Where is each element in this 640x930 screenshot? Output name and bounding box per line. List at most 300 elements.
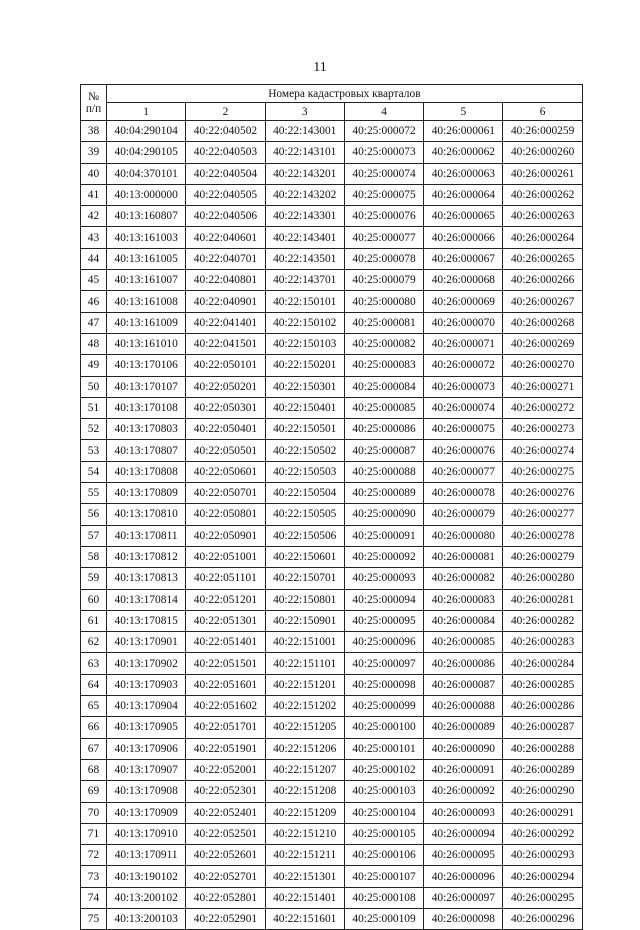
cadastral-number-cell: 40:25:000077 xyxy=(344,227,423,248)
cadastral-number-cell: 40:26:000267 xyxy=(503,291,582,312)
cadastral-number-cell: 40:26:000281 xyxy=(503,589,582,610)
row-number-cell: 65 xyxy=(81,696,107,717)
cadastral-number-cell: 40:26:000295 xyxy=(503,887,582,908)
cadastral-number-cell: 40:26:000097 xyxy=(424,887,503,908)
cadastral-number-cell: 40:22:052401 xyxy=(186,802,265,823)
cadastral-number-cell: 40:22:051401 xyxy=(186,632,265,653)
row-number-cell: 58 xyxy=(81,546,107,567)
cadastral-number-cell: 40:25:000086 xyxy=(344,419,423,440)
header-row-number xyxy=(81,85,107,121)
table-row xyxy=(81,461,583,482)
cadastral-number-cell: 40:22:050801 xyxy=(186,504,265,525)
table-row xyxy=(81,696,583,717)
cadastral-number-cell: 40:26:000265 xyxy=(503,248,582,269)
cadastral-number-cell: 40:25:000085 xyxy=(344,397,423,418)
column-number: 5 xyxy=(424,103,503,121)
row-number-cell: 51 xyxy=(81,397,107,418)
cadastral-number-cell: 40:22:150601 xyxy=(265,546,344,567)
cadastral-number-cell: 40:22:050101 xyxy=(186,355,265,376)
cadastral-number-cell: 40:13:170106 xyxy=(107,355,186,376)
cadastral-number-cell: 40:22:050401 xyxy=(186,419,265,440)
cadastral-number-cell: 40:22:143201 xyxy=(265,163,344,184)
cadastral-number-cell: 40:22:151205 xyxy=(265,717,344,738)
cadastral-number-cell: 40:26:000266 xyxy=(503,270,582,291)
cadastral-number-cell: 40:25:000104 xyxy=(344,802,423,823)
cadastral-number-cell: 40:13:161009 xyxy=(107,312,186,333)
cadastral-number-cell: 40:26:000278 xyxy=(503,525,582,546)
cadastral-number-cell: 40:22:050501 xyxy=(186,440,265,461)
cadastral-number-cell: 40:26:000261 xyxy=(503,163,582,184)
table-header xyxy=(81,85,583,121)
cadastral-number-cell: 40:22:151201 xyxy=(265,674,344,695)
cadastral-number-cell: 40:25:000082 xyxy=(344,333,423,354)
table-row xyxy=(81,504,583,525)
cadastral-number-cell: 40:22:041401 xyxy=(186,312,265,333)
table-row xyxy=(81,738,583,759)
cadastral-number-cell: 40:22:143701 xyxy=(265,270,344,291)
header-row-column-numbers xyxy=(81,103,583,121)
cadastral-number-cell: 40:13:170809 xyxy=(107,483,186,504)
cadastral-number-cell: 40:25:000089 xyxy=(344,483,423,504)
cadastral-number-cell: 40:26:000293 xyxy=(503,845,582,866)
header-row-group xyxy=(81,85,583,103)
cadastral-number-cell: 40:26:000070 xyxy=(424,312,503,333)
cadastral-number-cell: 40:22:041501 xyxy=(186,333,265,354)
cadastral-number-cell: 40:22:143401 xyxy=(265,227,344,248)
cadastral-number-cell: 40:25:000106 xyxy=(344,845,423,866)
cadastral-number-cell: 40:22:150504 xyxy=(265,483,344,504)
cadastral-number-cell: 40:25:000080 xyxy=(344,291,423,312)
row-number-cell: 66 xyxy=(81,717,107,738)
cadastral-number-cell: 40:26:000294 xyxy=(503,866,582,887)
table-row xyxy=(81,483,583,504)
cadastral-number-cell: 40:26:000079 xyxy=(424,504,503,525)
cadastral-number-cell: 40:22:040505 xyxy=(186,184,265,205)
table-row xyxy=(81,184,583,205)
cadastral-number-cell: 40:25:000108 xyxy=(344,887,423,908)
cadastral-number-cell: 40:13:170813 xyxy=(107,568,186,589)
cadastral-number-cell: 40:26:000289 xyxy=(503,759,582,780)
table-row xyxy=(81,632,583,653)
table-row xyxy=(81,653,583,674)
cadastral-number-cell: 40:26:000086 xyxy=(424,653,503,674)
cadastral-number-cell: 40:22:151401 xyxy=(265,887,344,908)
table-row xyxy=(81,759,583,780)
table-row xyxy=(81,674,583,695)
cadastral-number-cell: 40:22:143001 xyxy=(265,121,344,142)
cadastral-number-cell: 40:04:290104 xyxy=(107,121,186,142)
cadastral-number-cell: 40:22:050601 xyxy=(186,461,265,482)
cadastral-number-cell: 40:13:170907 xyxy=(107,759,186,780)
table-row xyxy=(81,376,583,397)
cadastral-number-cell: 40:25:000105 xyxy=(344,823,423,844)
cadastral-number-cell: 40:22:151209 xyxy=(265,802,344,823)
cadastral-number-cell: 40:26:000287 xyxy=(503,717,582,738)
cadastral-number-cell: 40:26:000096 xyxy=(424,866,503,887)
table-row xyxy=(81,163,583,184)
row-number-cell: 63 xyxy=(81,653,107,674)
cadastral-number-cell: 40:26:000064 xyxy=(424,184,503,205)
cadastral-number-cell: 40:22:051201 xyxy=(186,589,265,610)
row-number-cell: 45 xyxy=(81,270,107,291)
cadastral-number-cell: 40:22:052301 xyxy=(186,781,265,802)
cadastral-number-cell: 40:22:150503 xyxy=(265,461,344,482)
cadastral-number-cell: 40:26:000264 xyxy=(503,227,582,248)
cadastral-number-cell: 40:25:000102 xyxy=(344,759,423,780)
column-number: 1 xyxy=(107,103,186,121)
cadastral-number-cell: 40:26:000259 xyxy=(503,121,582,142)
header-no-line1: № xyxy=(88,90,99,103)
cadastral-number-cell: 40:26:000286 xyxy=(503,696,582,717)
cadastral-number-cell: 40:26:000270 xyxy=(503,355,582,376)
row-number-cell: 39 xyxy=(81,142,107,163)
cadastral-number-cell: 40:13:170803 xyxy=(107,419,186,440)
cadastral-number-cell: 40:22:150505 xyxy=(265,504,344,525)
cadastral-number-cell: 40:22:150801 xyxy=(265,589,344,610)
table-row xyxy=(81,866,583,887)
header-group-title: Номера кадастровых кварталов xyxy=(107,85,583,103)
row-number-cell: 56 xyxy=(81,504,107,525)
cadastral-number-cell: 40:22:040601 xyxy=(186,227,265,248)
row-number-cell: 57 xyxy=(81,525,107,546)
cadastral-number-cell: 40:26:000061 xyxy=(424,121,503,142)
cadastral-number-cell: 40:22:050201 xyxy=(186,376,265,397)
cadastral-number-cell: 40:13:170905 xyxy=(107,717,186,738)
cadastral-number-cell: 40:22:143101 xyxy=(265,142,344,163)
row-number-cell: 72 xyxy=(81,845,107,866)
page-number: 11 xyxy=(313,60,327,75)
cadastral-number-cell: 40:26:000091 xyxy=(424,759,503,780)
cadastral-number-cell: 40:25:000081 xyxy=(344,312,423,333)
cadastral-number-cell: 40:26:000090 xyxy=(424,738,503,759)
cadastral-number-cell: 40:13:170107 xyxy=(107,376,186,397)
row-number-cell: 40 xyxy=(81,163,107,184)
row-number-cell: 75 xyxy=(81,908,107,929)
row-number-cell: 67 xyxy=(81,738,107,759)
row-number-cell: 43 xyxy=(81,227,107,248)
cadastral-number-cell: 40:13:170910 xyxy=(107,823,186,844)
table-row xyxy=(81,610,583,631)
cadastral-number-cell: 40:13:200103 xyxy=(107,908,186,929)
cadastral-number-cell: 40:22:052501 xyxy=(186,823,265,844)
cadastral-number-cell: 40:26:000262 xyxy=(503,184,582,205)
cadastral-number-cell: 40:25:000072 xyxy=(344,121,423,142)
cadastral-number-cell: 40:25:000094 xyxy=(344,589,423,610)
cadastral-number-cell: 40:25:000083 xyxy=(344,355,423,376)
cadastral-number-cell: 40:26:000082 xyxy=(424,568,503,589)
cadastral-number-cell: 40:26:000285 xyxy=(503,674,582,695)
cadastral-number-cell: 40:22:052801 xyxy=(186,887,265,908)
cadastral-number-cell: 40:22:051901 xyxy=(186,738,265,759)
cadastral-number-cell: 40:22:051301 xyxy=(186,610,265,631)
cadastral-quarters-table xyxy=(80,84,583,930)
cadastral-number-cell: 40:26:000277 xyxy=(503,504,582,525)
cadastral-number-cell: 40:26:000074 xyxy=(424,397,503,418)
cadastral-number-cell: 40:25:000074 xyxy=(344,163,423,184)
cadastral-number-cell: 40:26:000084 xyxy=(424,610,503,631)
cadastral-number-cell: 40:25:000107 xyxy=(344,866,423,887)
cadastral-number-cell: 40:22:151207 xyxy=(265,759,344,780)
table-row xyxy=(81,845,583,866)
column-number: 3 xyxy=(265,103,344,121)
cadastral-number-cell: 40:25:000103 xyxy=(344,781,423,802)
table-row xyxy=(81,227,583,248)
table-row xyxy=(81,312,583,333)
cadastral-number-cell: 40:26:000065 xyxy=(424,206,503,227)
cadastral-number-cell: 40:25:000095 xyxy=(344,610,423,631)
cadastral-number-cell: 40:26:000095 xyxy=(424,845,503,866)
cadastral-number-cell: 40:22:050701 xyxy=(186,483,265,504)
cadastral-number-cell: 40:22:150501 xyxy=(265,419,344,440)
cadastral-number-cell: 40:26:000085 xyxy=(424,632,503,653)
cadastral-number-cell: 40:22:143202 xyxy=(265,184,344,205)
cadastral-number-cell: 40:22:052701 xyxy=(186,866,265,887)
row-number-cell: 55 xyxy=(81,483,107,504)
cadastral-number-cell: 40:26:000280 xyxy=(503,568,582,589)
cadastral-number-cell: 40:13:170908 xyxy=(107,781,186,802)
row-number-cell: 41 xyxy=(81,184,107,205)
cadastral-number-cell: 40:13:170911 xyxy=(107,845,186,866)
cadastral-number-cell: 40:22:150701 xyxy=(265,568,344,589)
cadastral-number-cell: 40:22:151001 xyxy=(265,632,344,653)
row-number-cell: 59 xyxy=(81,568,107,589)
cadastral-number-cell: 40:04:370101 xyxy=(107,163,186,184)
table-row xyxy=(81,121,583,142)
cadastral-number-cell: 40:26:000273 xyxy=(503,419,582,440)
row-number-cell: 73 xyxy=(81,866,107,887)
row-number-cell: 71 xyxy=(81,823,107,844)
row-number-cell: 70 xyxy=(81,802,107,823)
cadastral-number-cell: 40:22:040506 xyxy=(186,206,265,227)
cadastral-number-cell: 40:25:000092 xyxy=(344,546,423,567)
cadastral-number-cell: 40:22:051501 xyxy=(186,653,265,674)
cadastral-number-cell: 40:26:000087 xyxy=(424,674,503,695)
table-row xyxy=(81,419,583,440)
cadastral-number-cell: 40:22:151301 xyxy=(265,866,344,887)
cadastral-number-cell: 40:13:170902 xyxy=(107,653,186,674)
cadastral-number-cell: 40:26:000292 xyxy=(503,823,582,844)
cadastral-number-cell: 40:13:190102 xyxy=(107,866,186,887)
cadastral-number-cell: 40:26:000276 xyxy=(503,483,582,504)
cadastral-number-cell: 40:22:051602 xyxy=(186,696,265,717)
cadastral-number-cell: 40:22:050301 xyxy=(186,397,265,418)
row-number-cell: 52 xyxy=(81,419,107,440)
cadastral-number-cell: 40:13:170814 xyxy=(107,589,186,610)
row-number-cell: 60 xyxy=(81,589,107,610)
cadastral-number-cell: 40:26:000077 xyxy=(424,461,503,482)
cadastral-number-cell: 40:22:040801 xyxy=(186,270,265,291)
cadastral-number-cell: 40:13:161007 xyxy=(107,270,186,291)
table-row xyxy=(81,781,583,802)
cadastral-number-cell: 40:25:000091 xyxy=(344,525,423,546)
cadastral-number-cell: 40:22:150103 xyxy=(265,333,344,354)
table-row xyxy=(81,589,583,610)
table-row xyxy=(81,206,583,227)
table-row xyxy=(81,802,583,823)
cadastral-number-cell: 40:26:000081 xyxy=(424,546,503,567)
cadastral-number-cell: 40:22:150901 xyxy=(265,610,344,631)
cadastral-number-cell: 40:26:000094 xyxy=(424,823,503,844)
cadastral-number-cell: 40:13:170815 xyxy=(107,610,186,631)
row-number-cell: 48 xyxy=(81,333,107,354)
cadastral-number-cell: 40:26:000063 xyxy=(424,163,503,184)
row-number-cell: 42 xyxy=(81,206,107,227)
cadastral-number-cell: 40:13:161008 xyxy=(107,291,186,312)
cadastral-number-cell: 40:25:000076 xyxy=(344,206,423,227)
cadastral-number-cell: 40:25:000099 xyxy=(344,696,423,717)
table-row xyxy=(81,908,583,929)
cadastral-number-cell: 40:25:000084 xyxy=(344,376,423,397)
table-row xyxy=(81,291,583,312)
cadastral-number-cell: 40:22:151202 xyxy=(265,696,344,717)
cadastral-number-cell: 40:22:151210 xyxy=(265,823,344,844)
cadastral-number-cell: 40:25:000109 xyxy=(344,908,423,929)
cadastral-number-cell: 40:25:000093 xyxy=(344,568,423,589)
cadastral-number-cell: 40:13:170108 xyxy=(107,397,186,418)
table-row xyxy=(81,525,583,546)
cadastral-number-cell: 40:22:143301 xyxy=(265,206,344,227)
cadastral-number-cell: 40:22:051101 xyxy=(186,568,265,589)
cadastral-number-cell: 40:22:040701 xyxy=(186,248,265,269)
cadastral-number-cell: 40:22:151601 xyxy=(265,908,344,929)
table-body xyxy=(81,121,583,930)
cadastral-number-cell: 40:26:000066 xyxy=(424,227,503,248)
cadastral-number-cell: 40:26:000290 xyxy=(503,781,582,802)
cadastral-number-cell: 40:26:000075 xyxy=(424,419,503,440)
cadastral-number-cell: 40:22:051701 xyxy=(186,717,265,738)
cadastral-number-cell: 40:22:151208 xyxy=(265,781,344,802)
cadastral-number-cell: 40:26:000268 xyxy=(503,312,582,333)
cadastral-number-cell: 40:25:000098 xyxy=(344,674,423,695)
cadastral-number-cell: 40:26:000275 xyxy=(503,461,582,482)
cadastral-number-cell: 40:26:000260 xyxy=(503,142,582,163)
table-row xyxy=(81,546,583,567)
cadastral-number-cell: 40:26:000062 xyxy=(424,142,503,163)
cadastral-number-cell: 40:13:160807 xyxy=(107,206,186,227)
cadastral-number-cell: 40:26:000288 xyxy=(503,738,582,759)
cadastral-number-cell: 40:26:000071 xyxy=(424,333,503,354)
cadastral-number-cell: 40:26:000283 xyxy=(503,632,582,653)
cadastral-number-cell: 40:13:161005 xyxy=(107,248,186,269)
cadastral-number-cell: 40:13:000000 xyxy=(107,184,186,205)
row-number-cell: 62 xyxy=(81,632,107,653)
cadastral-number-cell: 40:22:051601 xyxy=(186,674,265,695)
cadastral-number-cell: 40:13:170812 xyxy=(107,546,186,567)
row-number-cell: 64 xyxy=(81,674,107,695)
table-row xyxy=(81,568,583,589)
table-row xyxy=(81,397,583,418)
cadastral-number-cell: 40:13:170808 xyxy=(107,461,186,482)
cadastral-number-cell: 40:22:150301 xyxy=(265,376,344,397)
row-number-cell: 69 xyxy=(81,781,107,802)
column-number: 6 xyxy=(503,103,582,121)
cadastral-number-cell: 40:22:150102 xyxy=(265,312,344,333)
cadastral-number-cell: 40:22:040503 xyxy=(186,142,265,163)
cadastral-number-cell: 40:26:000072 xyxy=(424,355,503,376)
cadastral-number-cell: 40:26:000093 xyxy=(424,802,503,823)
cadastral-number-cell: 40:25:000097 xyxy=(344,653,423,674)
table-row xyxy=(81,248,583,269)
row-number-cell: 68 xyxy=(81,759,107,780)
cadastral-number-cell: 40:26:000073 xyxy=(424,376,503,397)
cadastral-number-cell: 40:26:000282 xyxy=(503,610,582,631)
cadastral-number-cell: 40:26:000098 xyxy=(424,908,503,929)
cadastral-number-cell: 40:22:150502 xyxy=(265,440,344,461)
header-no-line2: п/п xyxy=(85,102,102,115)
cadastral-number-cell: 40:22:150401 xyxy=(265,397,344,418)
row-number-cell: 53 xyxy=(81,440,107,461)
cadastral-number-cell: 40:26:000296 xyxy=(503,908,582,929)
cadastral-number-cell: 40:13:170811 xyxy=(107,525,186,546)
cadastral-number-cell: 40:13:170810 xyxy=(107,504,186,525)
table-row xyxy=(81,717,583,738)
cadastral-number-cell: 40:04:290105 xyxy=(107,142,186,163)
table-row xyxy=(81,887,583,908)
cadastral-number-cell: 40:22:051001 xyxy=(186,546,265,567)
table-row xyxy=(81,355,583,376)
cadastral-number-cell: 40:22:040502 xyxy=(186,121,265,142)
cadastral-number-cell: 40:25:000088 xyxy=(344,461,423,482)
cadastral-number-cell: 40:26:000092 xyxy=(424,781,503,802)
row-number-cell: 61 xyxy=(81,610,107,631)
cadastral-number-cell: 40:26:000080 xyxy=(424,525,503,546)
cadastral-number-cell: 40:22:151211 xyxy=(265,845,344,866)
cadastral-number-cell: 40:22:052001 xyxy=(186,759,265,780)
cadastral-number-cell: 40:26:000089 xyxy=(424,717,503,738)
cadastral-number-cell: 40:26:000274 xyxy=(503,440,582,461)
cadastral-number-cell: 40:22:151101 xyxy=(265,653,344,674)
row-number-cell: 46 xyxy=(81,291,107,312)
cadastral-number-cell: 40:26:000068 xyxy=(424,270,503,291)
cadastral-number-cell: 40:26:000067 xyxy=(424,248,503,269)
cadastral-number-cell: 40:25:000079 xyxy=(344,270,423,291)
cadastral-number-cell: 40:25:000090 xyxy=(344,504,423,525)
table-row xyxy=(81,142,583,163)
table-row xyxy=(81,823,583,844)
cadastral-number-cell: 40:25:000075 xyxy=(344,184,423,205)
cadastral-number-cell: 40:26:000272 xyxy=(503,397,582,418)
cadastral-number-cell: 40:25:000101 xyxy=(344,738,423,759)
table-row xyxy=(81,440,583,461)
cadastral-number-cell: 40:22:150506 xyxy=(265,525,344,546)
cadastral-number-cell: 40:26:000279 xyxy=(503,546,582,567)
cadastral-number-cell: 40:25:000087 xyxy=(344,440,423,461)
row-number-cell: 38 xyxy=(81,121,107,142)
cadastral-number-cell: 40:22:040504 xyxy=(186,163,265,184)
cadastral-number-cell: 40:26:000078 xyxy=(424,483,503,504)
column-number: 4 xyxy=(344,103,423,121)
cadastral-number-cell: 40:13:161010 xyxy=(107,333,186,354)
row-number-cell: 54 xyxy=(81,461,107,482)
cadastral-number-cell: 40:25:000078 xyxy=(344,248,423,269)
column-number: 2 xyxy=(186,103,265,121)
cadastral-number-cell: 40:13:170904 xyxy=(107,696,186,717)
cadastral-number-cell: 40:25:000073 xyxy=(344,142,423,163)
cadastral-number-cell: 40:13:170906 xyxy=(107,738,186,759)
table-row xyxy=(81,270,583,291)
cadastral-number-cell: 40:13:161003 xyxy=(107,227,186,248)
cadastral-number-cell: 40:13:200102 xyxy=(107,887,186,908)
cadastral-number-cell: 40:26:000088 xyxy=(424,696,503,717)
cadastral-number-cell: 40:26:000284 xyxy=(503,653,582,674)
cadastral-number-cell: 40:26:000291 xyxy=(503,802,582,823)
cadastral-number-cell: 40:22:052601 xyxy=(186,845,265,866)
cadastral-number-cell: 40:22:050901 xyxy=(186,525,265,546)
cadastral-number-cell: 40:26:000271 xyxy=(503,376,582,397)
cadastral-number-cell: 40:13:170901 xyxy=(107,632,186,653)
cadastral-number-cell: 40:22:151206 xyxy=(265,738,344,759)
cadastral-number-cell: 40:22:143501 xyxy=(265,248,344,269)
